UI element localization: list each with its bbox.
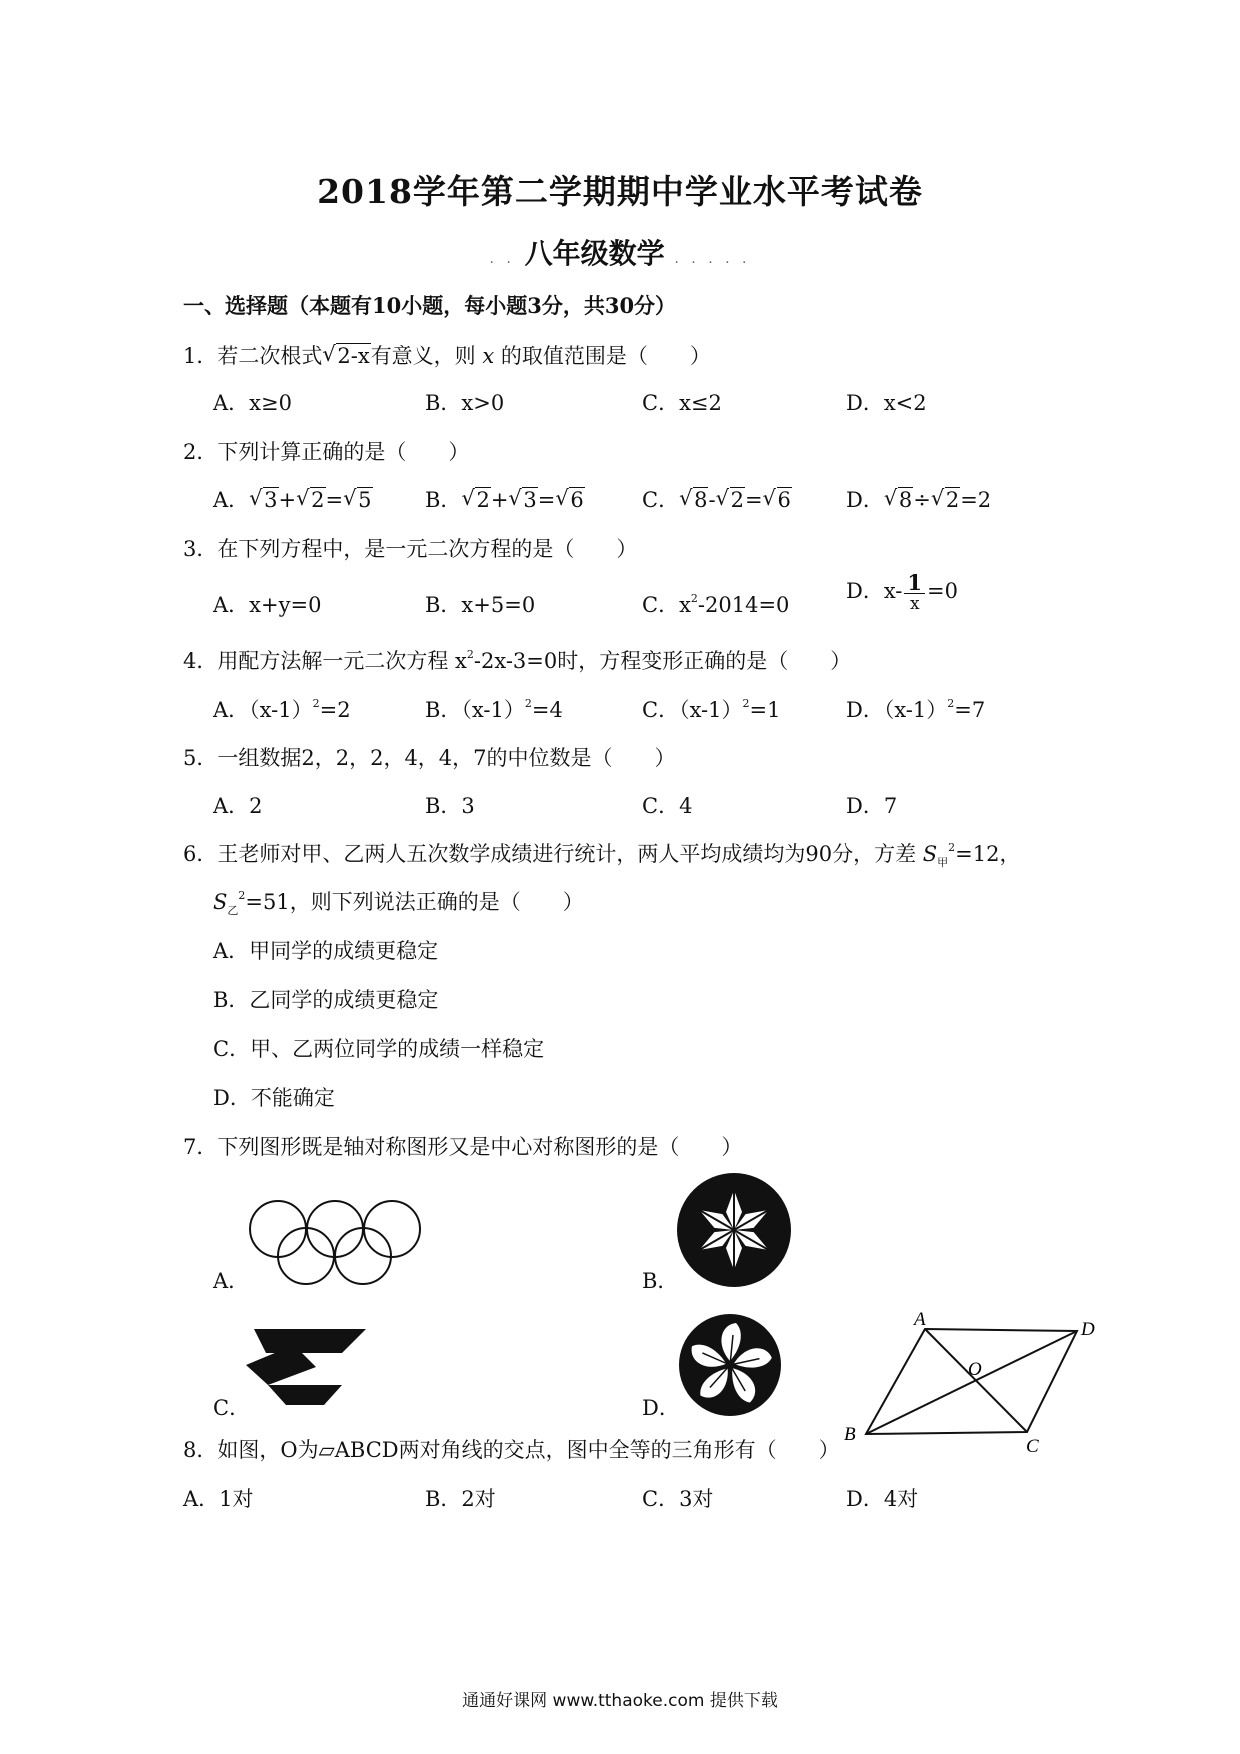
q2-a-op: + bbox=[278, 488, 297, 512]
q2-a-rad1: 3 bbox=[264, 488, 278, 512]
q8-option-a: A．1对 bbox=[183, 1487, 254, 1511]
q2-option-a bbox=[213, 484, 373, 514]
q4-b-base: B．（x-1） bbox=[425, 698, 525, 722]
q1-var: x bbox=[482, 344, 495, 368]
q4-c-base: C．（x-1） bbox=[642, 698, 743, 722]
q1-option-c: C．x≤2 bbox=[642, 391, 722, 415]
q3-option-b: B．x+5=0 bbox=[425, 593, 536, 617]
q1-option-a: A．x≥0 bbox=[213, 391, 292, 415]
q2-b-root1 bbox=[461, 488, 490, 512]
bauhinia-emblem-figure bbox=[678, 1313, 782, 1417]
q7-option-b-label: B． bbox=[642, 1269, 679, 1293]
q2-d-rad1: 8 bbox=[898, 488, 913, 512]
q6-s2-sup: 2 bbox=[238, 889, 246, 902]
q2-option-b bbox=[425, 484, 585, 514]
q6-line1-pre: 6．王老师对甲、乙两人五次数学成绩进行统计，两人平均成绩均为90分，方差 bbox=[183, 842, 917, 866]
question-2-stem: 2．下列计算正确的是（ ） bbox=[183, 440, 470, 464]
q4-b-rest: =4 bbox=[531, 698, 563, 722]
q4-option-d bbox=[846, 694, 985, 724]
q2-a-label: A． bbox=[213, 488, 250, 512]
q2-a-root3 bbox=[343, 488, 372, 512]
question-8-stem: 8．如图，O为▱ABCD两对角线的交点，图中全等的三角形有（ ） bbox=[183, 1438, 840, 1462]
q2-b-eq: = bbox=[537, 488, 556, 512]
q2-a-root1 bbox=[249, 488, 278, 512]
question-5-stem: 5．一组数据2，2，2，4，4，7的中位数是（ ） bbox=[183, 746, 676, 770]
question-4-stem bbox=[183, 645, 851, 675]
q6-s1-sup: 2 bbox=[948, 841, 956, 854]
question-6-line2 bbox=[213, 886, 584, 918]
q2-option-d bbox=[846, 484, 991, 514]
q2-b-rad2: 3 bbox=[523, 488, 537, 512]
subtitle-text: 八年级数学 bbox=[524, 237, 665, 270]
exam-title: 2018学年第二学期期中学业水平考试卷 bbox=[317, 172, 923, 211]
q8-option-b: B．2对 bbox=[425, 1487, 496, 1511]
q3-option-a: A．x+y=0 bbox=[213, 593, 322, 617]
q5-option-b: B．3 bbox=[425, 794, 475, 818]
q2-c-root2 bbox=[716, 488, 745, 512]
q2-c-rad3: 6 bbox=[777, 488, 791, 512]
q7-option-c-label: C． bbox=[213, 1396, 251, 1420]
q2-c-label: C． bbox=[642, 488, 680, 512]
q2-b-root2 bbox=[508, 488, 537, 512]
vertex-a-label: A bbox=[914, 1309, 926, 1330]
q3-d-pre: D．x- bbox=[846, 579, 903, 603]
q3-option-c bbox=[642, 589, 789, 619]
q4-pre: 4．用配方法解一元二次方程 x bbox=[183, 649, 467, 673]
q1-post1: 有意义，则 bbox=[370, 344, 476, 368]
q2-b-op: + bbox=[490, 488, 509, 512]
q2-b-label: B． bbox=[425, 488, 462, 512]
q2-c-rad1: 8 bbox=[694, 488, 708, 512]
q4-option-b bbox=[425, 694, 563, 724]
parallelogram-figure bbox=[840, 1309, 1130, 1457]
q2-d-root1 bbox=[884, 488, 913, 512]
q3-d-post: =0 bbox=[927, 579, 959, 603]
q4-c-sup: 2 bbox=[742, 697, 750, 710]
q4-option-c bbox=[642, 694, 780, 724]
q7-option-a-label: A． bbox=[213, 1269, 250, 1293]
q6-option-d: D．不能确定 bbox=[213, 1086, 335, 1110]
q2-d-op: ÷ bbox=[913, 488, 931, 512]
q4-a-sup: 2 bbox=[312, 697, 320, 710]
q6-s1-val: =12， bbox=[955, 842, 1021, 866]
q2-c-root3 bbox=[763, 488, 792, 512]
q2-c-rad2: 2 bbox=[730, 488, 744, 512]
q4-a-base: A．（x-1） bbox=[213, 698, 313, 722]
q1-pre: 1．若二次根式 bbox=[183, 344, 323, 368]
q3-c-pre: C．x bbox=[642, 593, 691, 617]
q8-option-c: C．3对 bbox=[642, 1487, 714, 1511]
vertex-b-label: B bbox=[844, 1424, 856, 1445]
q2-d-rad2: 2 bbox=[945, 488, 960, 512]
q2-b-rad3: 6 bbox=[570, 488, 584, 512]
q1-radicand: 2-x bbox=[337, 344, 370, 368]
q7-option-d-label: D． bbox=[642, 1396, 680, 1420]
star-emblem-figure bbox=[676, 1172, 792, 1288]
q6-line2-post: =51，则下列说法正确的是（ ） bbox=[245, 890, 584, 914]
q3-d-num: 1 bbox=[904, 572, 925, 594]
q5-option-a: A．2 bbox=[213, 794, 263, 818]
question-6-line1 bbox=[183, 838, 1021, 870]
q6-option-b: B．乙同学的成绩更稳定 bbox=[213, 988, 439, 1012]
q3-c-post: -2014=0 bbox=[697, 593, 790, 617]
q4-a-rest: =2 bbox=[319, 698, 351, 722]
q4-d-base: D．（x-1） bbox=[846, 698, 948, 722]
section-heading: 一、选择题（本题有10小题，每小题3分，共30分） bbox=[183, 293, 677, 318]
q4-b-sup: 2 bbox=[524, 697, 532, 710]
q3-option-d bbox=[846, 572, 958, 613]
footer-credit: 通通好课网 www.tthaoke.com 提供下载 bbox=[462, 1691, 778, 1711]
q1-post2: 的取值范围是（ ） bbox=[500, 344, 711, 368]
q1-sqrt bbox=[322, 344, 370, 368]
q6-s2-sub: 乙 bbox=[227, 904, 239, 918]
q2-d-label: D． bbox=[846, 488, 884, 512]
q1-option-b: B．x>0 bbox=[425, 391, 505, 415]
vertex-d-label: D bbox=[1081, 1319, 1095, 1340]
q1-option-d: D．x<2 bbox=[846, 391, 927, 415]
olympic-rings-figure bbox=[248, 1198, 423, 1290]
q2-a-eq: = bbox=[325, 488, 344, 512]
q6-s2: S bbox=[213, 890, 228, 914]
q6-option-c: C．甲、乙两位同学的成绩一样稳定 bbox=[213, 1037, 545, 1061]
q2-a-rad2: 2 bbox=[311, 488, 325, 512]
q2-c-eq: = bbox=[744, 488, 763, 512]
q2-d-root2 bbox=[931, 488, 960, 512]
q2-b-root3 bbox=[555, 488, 584, 512]
q4-option-a bbox=[213, 694, 351, 724]
q5-option-d: D．7 bbox=[846, 794, 898, 818]
question-7-stem: 7．下列图形既是轴对称图形又是中心对称图形的是（ ） bbox=[183, 1135, 743, 1159]
q5-option-c: C．4 bbox=[642, 794, 693, 818]
question-1-stem bbox=[183, 340, 711, 370]
q4-d-rest: =7 bbox=[954, 698, 986, 722]
s-logo-figure bbox=[246, 1325, 366, 1405]
q2-c-op: - bbox=[708, 488, 716, 512]
q2-a-rad3: 5 bbox=[358, 488, 372, 512]
q2-d-eq: =2 bbox=[960, 488, 992, 512]
q2-c-root1 bbox=[679, 488, 708, 512]
q4-c-rest: =1 bbox=[749, 698, 781, 722]
q3-c-sup: 2 bbox=[690, 592, 698, 605]
q8-option-d: D．4对 bbox=[846, 1487, 919, 1511]
q6-s1-sub: 甲 bbox=[937, 856, 949, 870]
q3-d-fraction bbox=[904, 572, 925, 613]
q6-s1: S bbox=[922, 842, 938, 866]
q2-b-rad1: 2 bbox=[476, 488, 490, 512]
q3-d-den: x bbox=[909, 594, 920, 614]
exam-subtitle: . . 八年级数学 . . . . . bbox=[489, 237, 751, 270]
q2-option-c bbox=[642, 484, 792, 514]
q4-post: -2x-3=0时，方程变形正确的是（ ） bbox=[473, 649, 852, 673]
vertex-c-label: C bbox=[1026, 1436, 1039, 1457]
center-o-label: O bbox=[968, 1359, 982, 1380]
q4-d-sup: 2 bbox=[947, 697, 955, 710]
q2-a-root2 bbox=[296, 488, 325, 512]
q4-sup: 2 bbox=[466, 648, 474, 661]
q6-option-a: A．甲同学的成绩更稳定 bbox=[213, 939, 439, 963]
question-3-stem: 3．在下列方程中，是一元二次方程的是（ ） bbox=[183, 537, 638, 561]
